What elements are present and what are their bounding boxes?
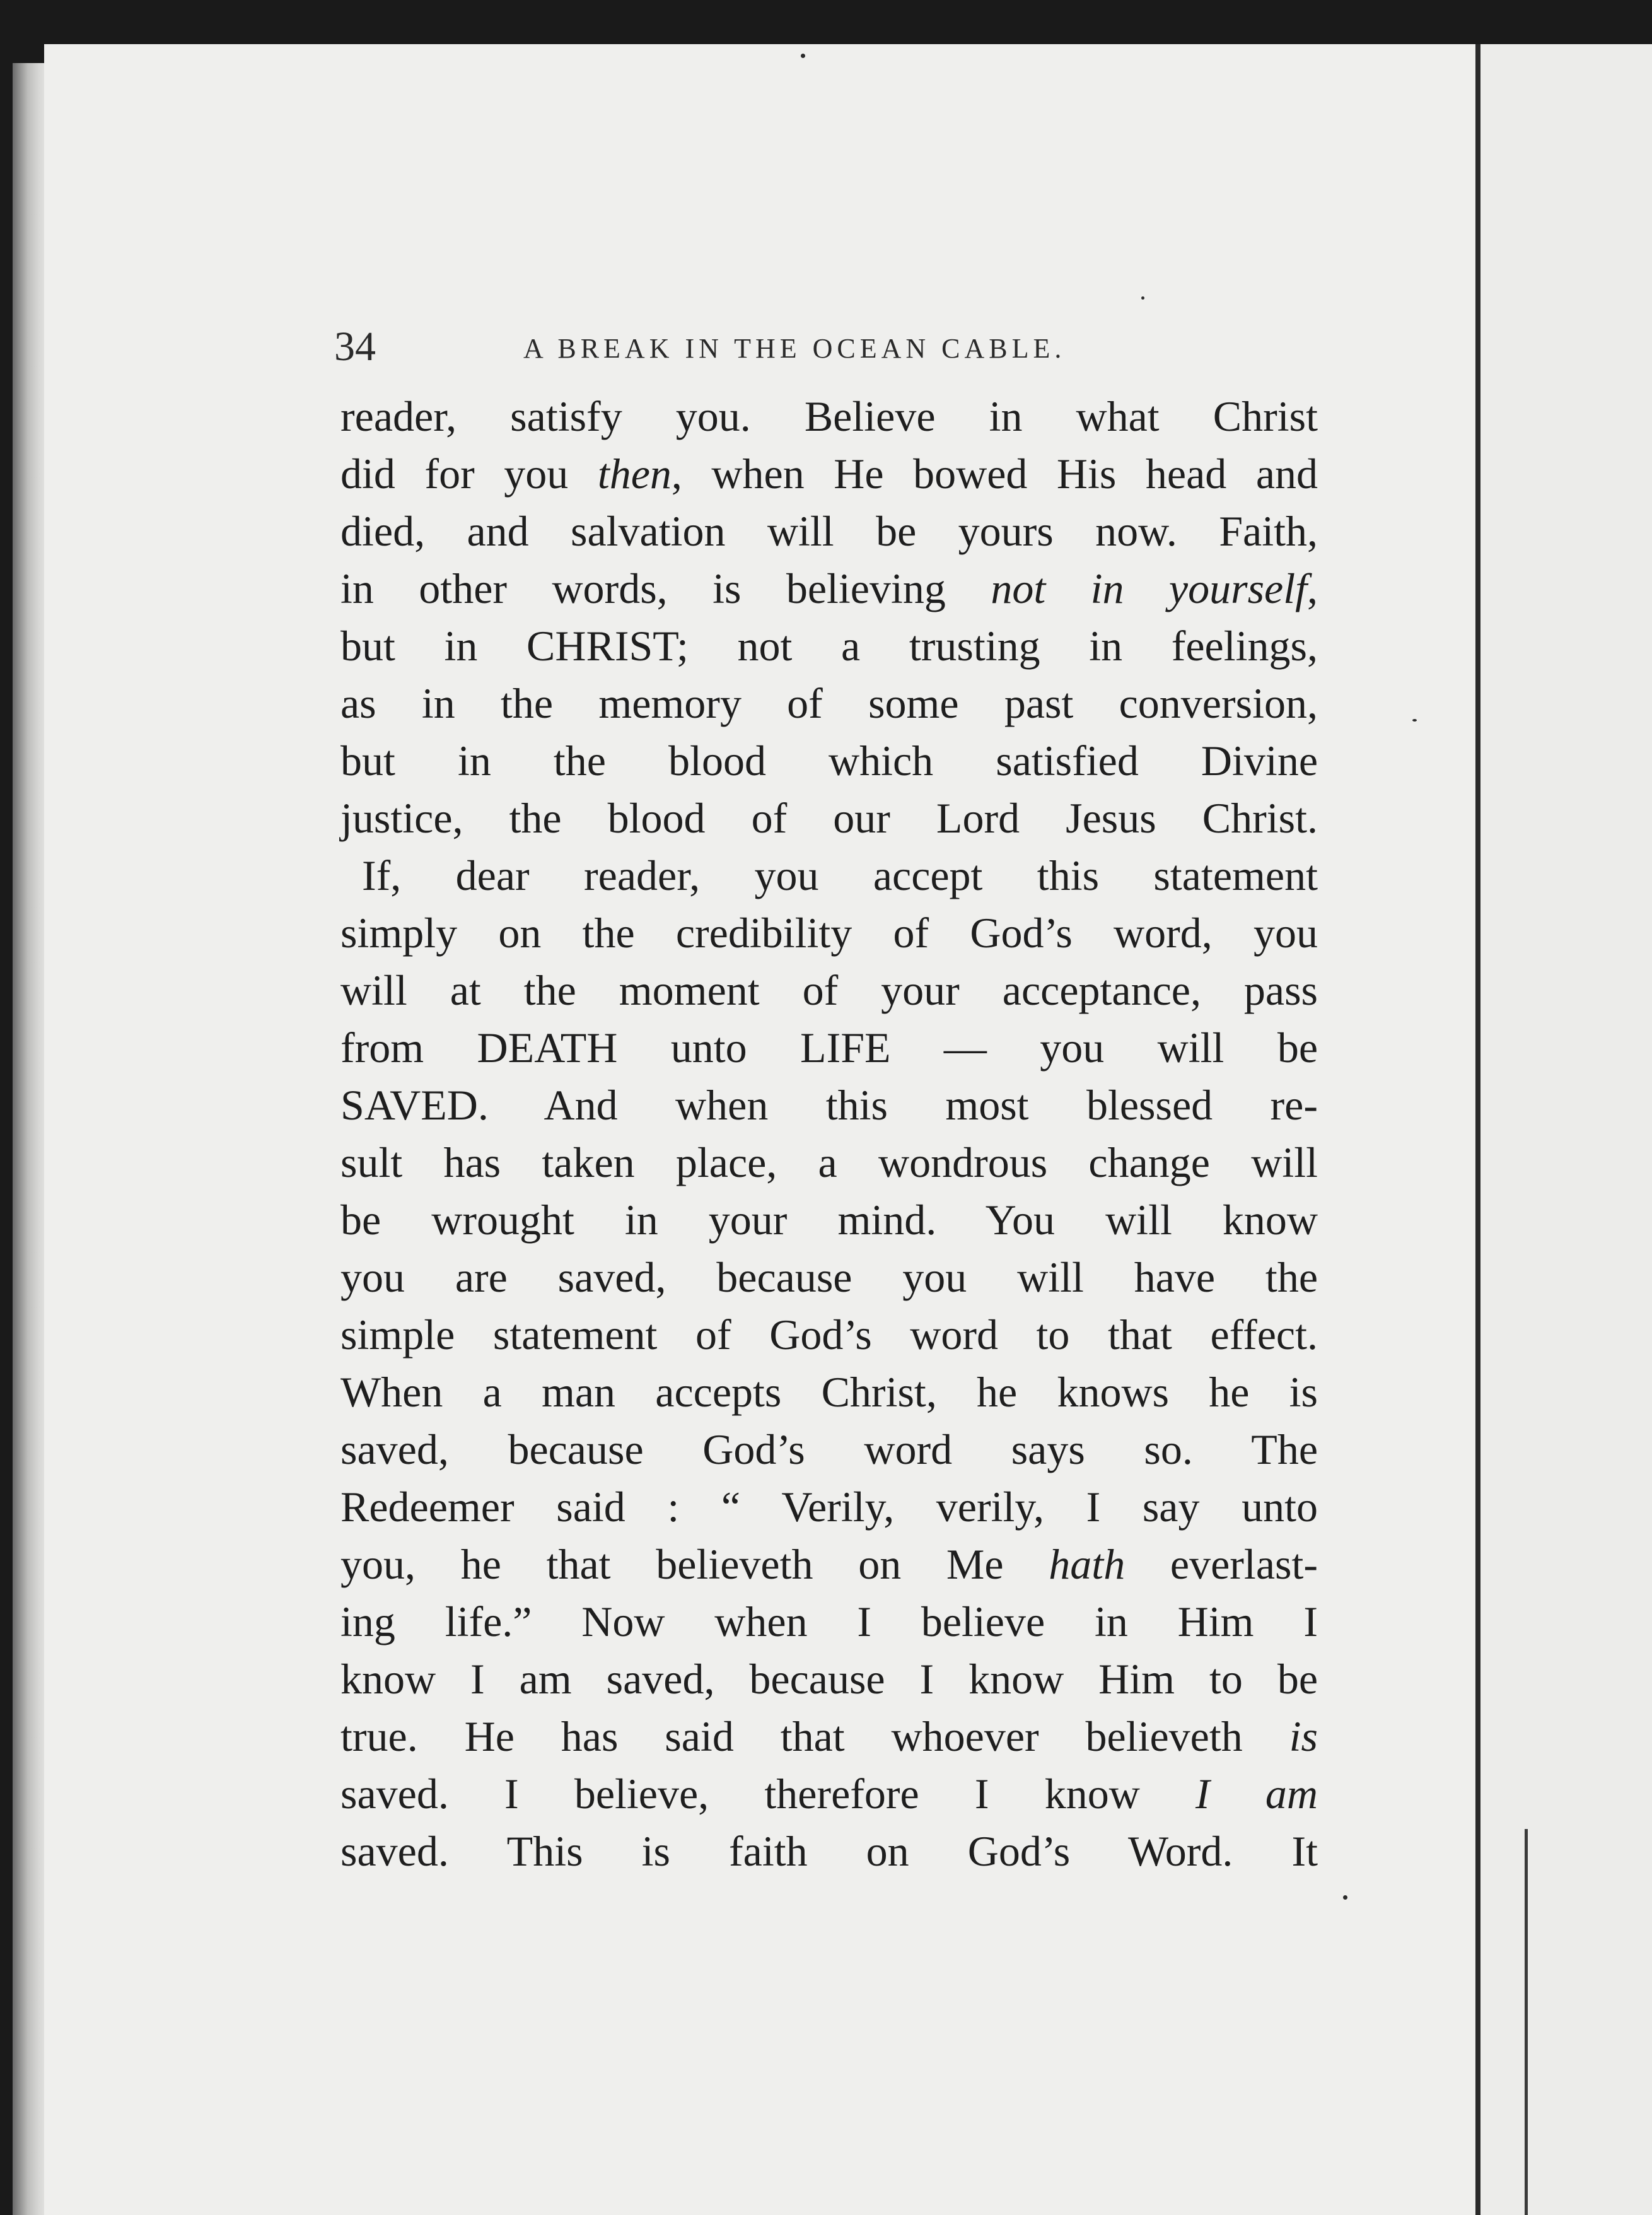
facing-page-shadow	[1525, 1829, 1528, 2215]
text-run: saved. This is faith on God’s Word. It	[340, 1827, 1318, 1875]
text-run: simply on the credibility of God’s word, you	[340, 909, 1318, 957]
text-line	[340, 1306, 1318, 1364]
text-run: ,	[1307, 564, 1318, 612]
text-line	[340, 1421, 1318, 1478]
italic-text: then	[597, 450, 672, 498]
scan-speck	[801, 54, 805, 58]
text-line	[340, 1134, 1318, 1191]
running-title: A BREAK IN THE OCEAN CABLE.	[523, 333, 1066, 364]
scan-speck	[1343, 1895, 1347, 1900]
text-run: reader, satisfy you. Believe in what Christ	[340, 392, 1318, 440]
text-run: ing life.” Now when I believe in Him I	[340, 1598, 1318, 1645]
text-run: sult has taken place, a wondrous change will	[340, 1138, 1318, 1186]
text-line	[340, 1249, 1318, 1306]
text-line	[340, 1651, 1318, 1708]
scan-speck	[1141, 296, 1144, 300]
text-run: simple statement of God’s word to that effect.	[340, 1311, 1318, 1359]
text-line	[340, 1191, 1318, 1249]
page-gutter	[1475, 44, 1480, 2215]
text-line	[340, 1823, 1318, 1880]
text-run: will at the moment of your acceptance, pass	[340, 966, 1318, 1014]
text-line	[340, 503, 1318, 560]
text-run: If, dear reader, you accept this statement	[362, 851, 1318, 899]
body-text	[340, 388, 1318, 1880]
text-line	[340, 1019, 1318, 1077]
facing-page-edge	[1480, 44, 1652, 2215]
text-run: everlast-	[1125, 1540, 1318, 1588]
text-run: , when He bowed His head and	[671, 450, 1318, 498]
text-line	[340, 1478, 1318, 1536]
italic-text: not in yourself	[991, 564, 1308, 612]
text-run: from DEATH unto LIFE — you will be	[340, 1024, 1318, 1072]
text-run: saved. I believe, therefore I know	[340, 1770, 1196, 1818]
text-line	[340, 560, 1318, 617]
page-number: 34	[334, 324, 376, 370]
text-run: as in the memory of some past conversion,	[340, 679, 1318, 727]
text-line	[340, 445, 1318, 503]
text-line	[340, 1708, 1318, 1765]
text-run: When a man accepts Christ, he knows he is	[340, 1368, 1318, 1416]
text-run: but in the blood which satisfied Divine	[340, 737, 1318, 785]
text-run: true. He has said that whoever believeth	[340, 1712, 1289, 1760]
text-run: you are saved, because you will have the	[340, 1253, 1318, 1301]
text-run: in other words, is believing	[340, 564, 991, 612]
text-line	[340, 675, 1318, 732]
text-run: you, he that believeth on Me	[340, 1540, 1049, 1588]
text-run: saved, because God’s word says so. The	[340, 1425, 1318, 1473]
text-line	[340, 962, 1318, 1019]
text-line	[340, 790, 1318, 847]
text-run: SAVED. And when this most blessed re-	[340, 1081, 1318, 1129]
text-line	[340, 1536, 1318, 1593]
italic-text: I am	[1195, 1770, 1318, 1818]
text-line	[340, 617, 1318, 675]
text-line	[340, 1765, 1318, 1823]
text-run: be wrought in your mind. You will know	[340, 1196, 1318, 1244]
text-line	[340, 1364, 1318, 1421]
text-run: Redeemer said : “ Verily, verily, I say unto	[340, 1483, 1318, 1531]
italic-text: is	[1289, 1712, 1318, 1760]
scan-speck	[1412, 719, 1417, 722]
text-line	[340, 904, 1318, 962]
text-run: justice, the blood of our Lord Jesus Christ.	[340, 794, 1318, 842]
text-run: did for you	[340, 450, 598, 498]
text-line	[340, 1593, 1318, 1651]
text-run: died, and salvation will be yours now. Faith,	[340, 507, 1318, 555]
running-head	[334, 315, 1318, 378]
text-line	[340, 388, 1318, 445]
text-run: know I am saved, because I know Him to be	[340, 1655, 1318, 1703]
text-line	[340, 847, 1318, 904]
text-line	[340, 732, 1318, 790]
text-run: but in CHRIST; not a trusting in feelings,	[340, 622, 1318, 670]
italic-text: hath	[1049, 1540, 1126, 1588]
text-line	[340, 1077, 1318, 1134]
